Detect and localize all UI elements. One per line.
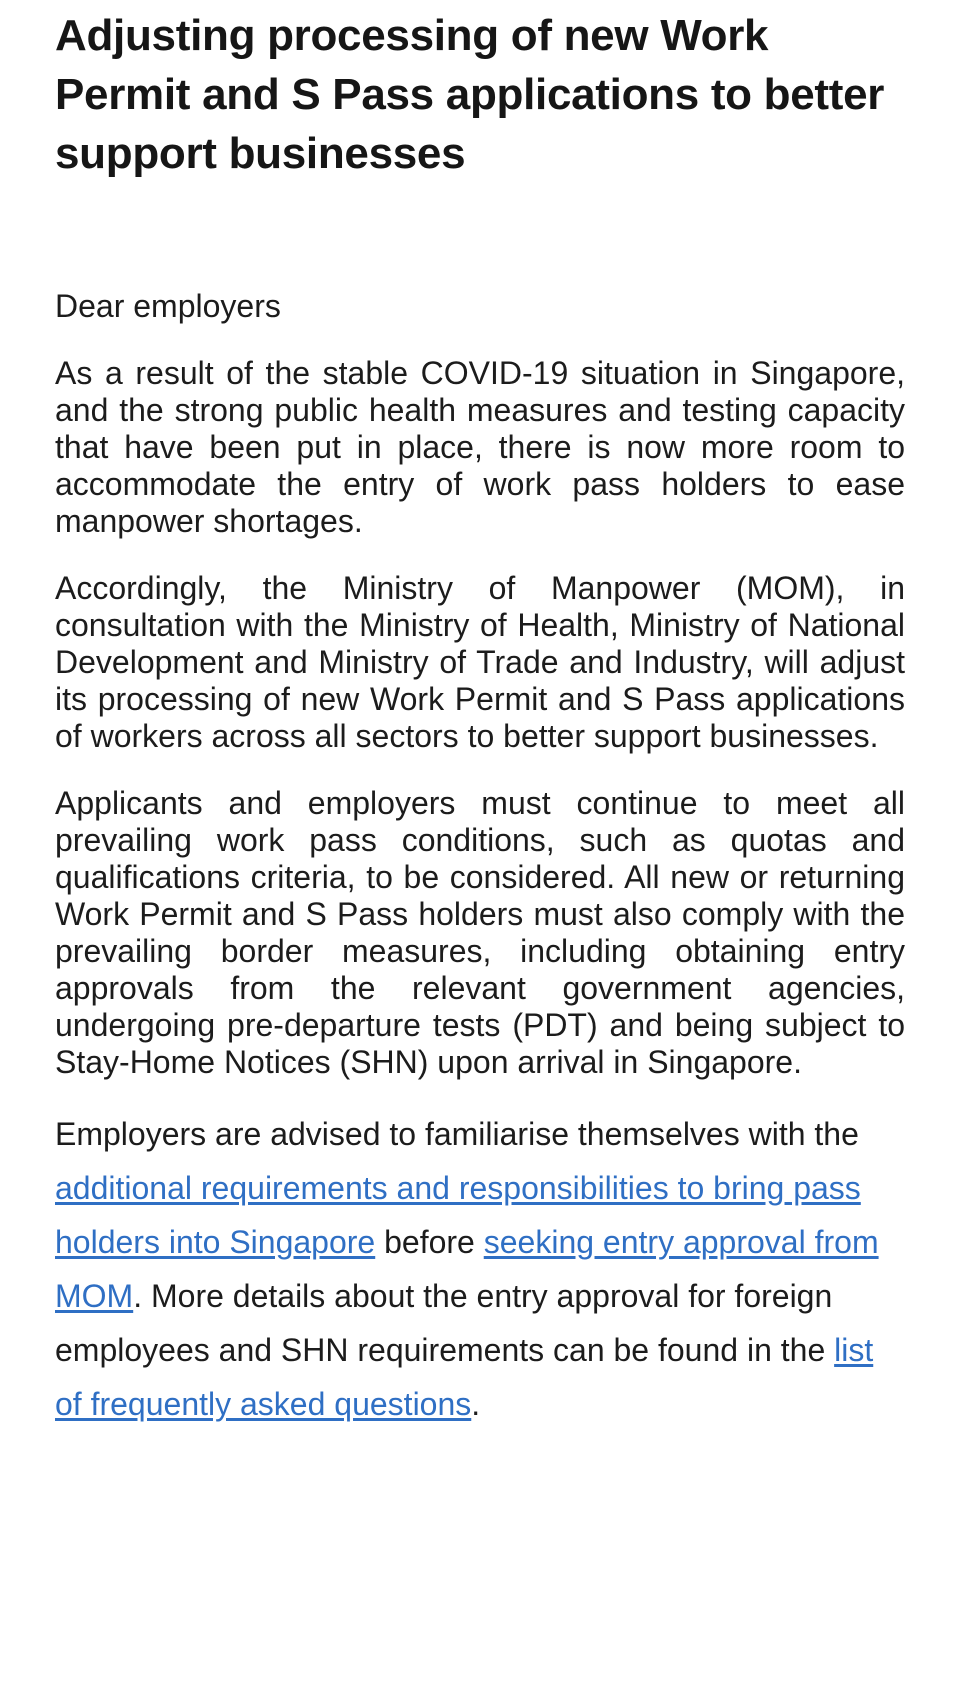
- paragraph-covid-situation: As a result of the stable COVID-19 situation in Singapore, and the strong public health measures and testing capacity that have been put in place, there is now more room to accommodate the entry of work pass holders to ease manpower shortages.: [55, 355, 905, 539]
- paragraph-employer-advice: [55, 1107, 905, 1431]
- faq-link[interactable]: list of frequently asked questions: [55, 1332, 874, 1422]
- entry-approval-link[interactable]: seeking entry approval from MOM: [55, 1224, 879, 1314]
- paragraph-mom-adjustment: Accordingly, the Ministry of Manpower (MOM), in consultation with the Ministry of Health, Ministry of National Development and Ministry of Trade and Industry, will adjust its processing of new Work Permit and S Pass applications of workers across all sectors to better support businesses.: [55, 570, 905, 754]
- paragraph-text: before: [375, 1224, 484, 1260]
- paragraph-text: .: [471, 1386, 481, 1422]
- page-title: Adjusting processing of new Work Permit and S Pass applications to better support businesses: [55, 11, 885, 178]
- requirements-link[interactable]: additional requirements and responsibilities to bring pass holders into Singapore: [55, 1170, 861, 1260]
- paragraph-text: . More details about the entry approval for foreign employees and SHN requirements can be found in the: [55, 1278, 835, 1368]
- greeting: Dear employers: [55, 288, 281, 324]
- paragraph-text: Employers are advised to familiarise themselves with the: [55, 1116, 859, 1152]
- paragraph-conditions: Applicants and employers must continue to meet all prevailing work pass conditions, such as quotas and qualifications criteria, to be considered. All new or returning Work Permit and S Pass holders must also comply with the prevailing border measures, including obtaining entry approvals from the relevant government agencies, undergoing pre-departure tests (PDT) and being subject to Stay-Home Notices (SHN) upon arrival in Singapore.: [55, 785, 905, 1080]
